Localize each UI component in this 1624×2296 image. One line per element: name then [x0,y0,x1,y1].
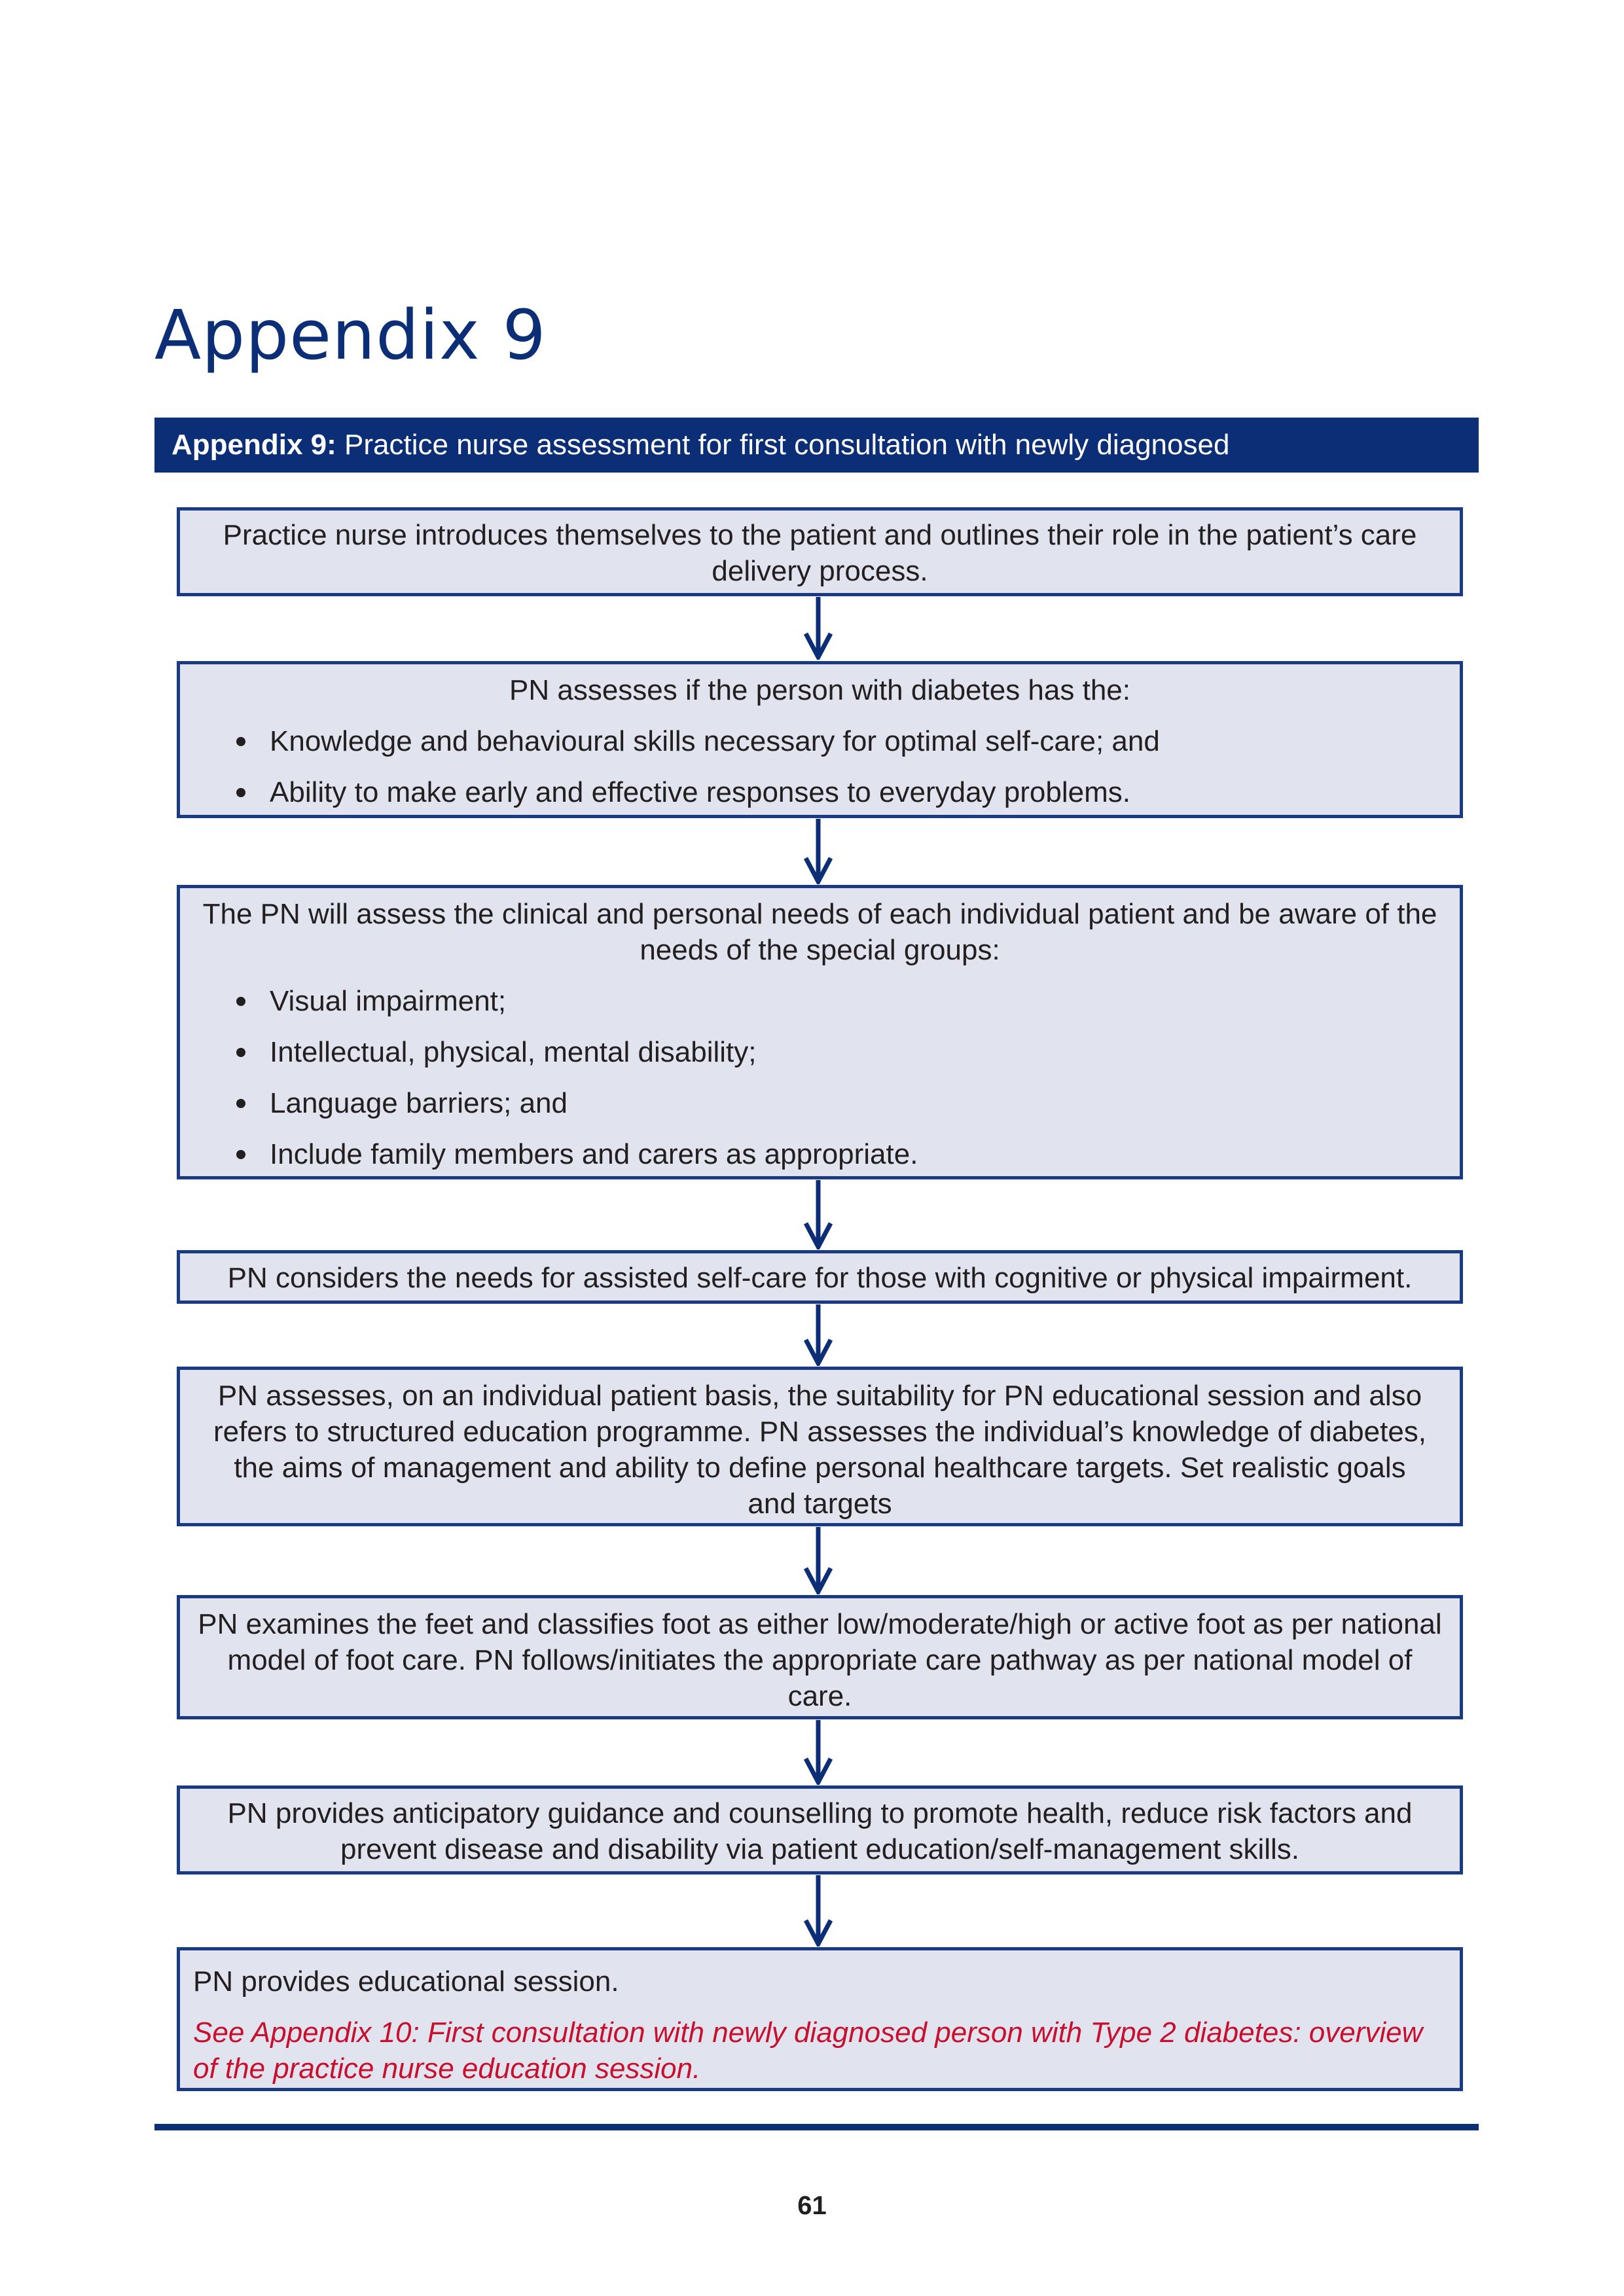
list-item: Ability to make early and effective responses to everyday problems. [180,774,1460,810]
list-item: Knowledge and behavioural skills necessary for optimal self-care; and [180,723,1460,759]
flow-step-8 [177,1947,1463,2091]
list-item: Language barriers; and [180,1085,1440,1121]
flow-step-6-text: PN examines the feet and classifies foot as either low/moderate/high or active foot as per national model of foot care. PN follows/initiates the appropriate care pathway as per national model of care. [198,1608,1442,1712]
flow-step-2 [177,661,1463,818]
banner-text: Practice nurse assessment for first consultation with newly diagnosed [336,429,1230,461]
page-title: Appendix 9 [154,295,547,375]
flow-step-7-text: PN provides anticipatory guidance and counselling to promote health, reduce risk factors and prevent disease and disability via patient education/self-management skills. [227,1797,1413,1865]
flow-arrow-2 [802,819,835,884]
flow-step-5-text: PN assesses, on an individual patient basis, the suitability for PN educational session and also refers to structured education programme. PN assesses the individual’s knowledge of diabetes, the aims of management and ability to define personal healthcare targets. Set realistic goals and targets [213,1380,1427,1520]
flow-step-8-text: PN provides educational session. [193,1965,619,1998]
page-number: 61 [797,2191,827,2220]
list-item: Visual impairment; [180,983,1440,1019]
flow-step-3 [177,885,1463,1179]
flow-step-1-text: Practice nurse introduces themselves to the patient and outlines their role in the patient’s care delivery process. [223,519,1417,587]
flow-step-4-text: PN considers the needs for assisted self-care for those with cognitive or physical impairment. [227,1262,1413,1294]
flow-step-2-intro: PN assesses if the person with diabetes has the: [509,674,1130,706]
flow-arrow-4 [802,1304,835,1366]
flow-arrow-7 [802,1875,835,1946]
flow-arrow-5 [802,1527,835,1594]
bottom-rule [154,2124,1479,2130]
flow-step-3-intro: The PN will assess the clinical and personal needs of each individual patient and be aware of the needs of the special groups: [202,898,1437,966]
flow-arrow-3 [802,1180,835,1249]
flow-step-5 [177,1367,1463,1526]
flow-step-6 [177,1595,1463,1719]
flow-step-4 [177,1250,1463,1304]
flow-step-1 [177,507,1463,596]
flow-arrow-6 [802,1720,835,1785]
list-item: Include family members and carers as appropriate. [180,1136,1440,1172]
banner-label: Appendix 9: [171,429,336,461]
flow-arrow-1 [802,597,835,660]
appendix-10-reference: See Appendix 10: First consultation with newly diagnosed person with Type 2 diabetes: overview of the practice nurse education session. [193,2017,1423,2085]
list-item: Intellectual, physical, mental disability; [180,1034,1440,1070]
appendix-banner [154,418,1479,473]
flow-step-3-bullets [180,983,1440,1172]
flow-step-7 [177,1785,1463,1874]
flow-step-2-bullets [180,723,1460,810]
